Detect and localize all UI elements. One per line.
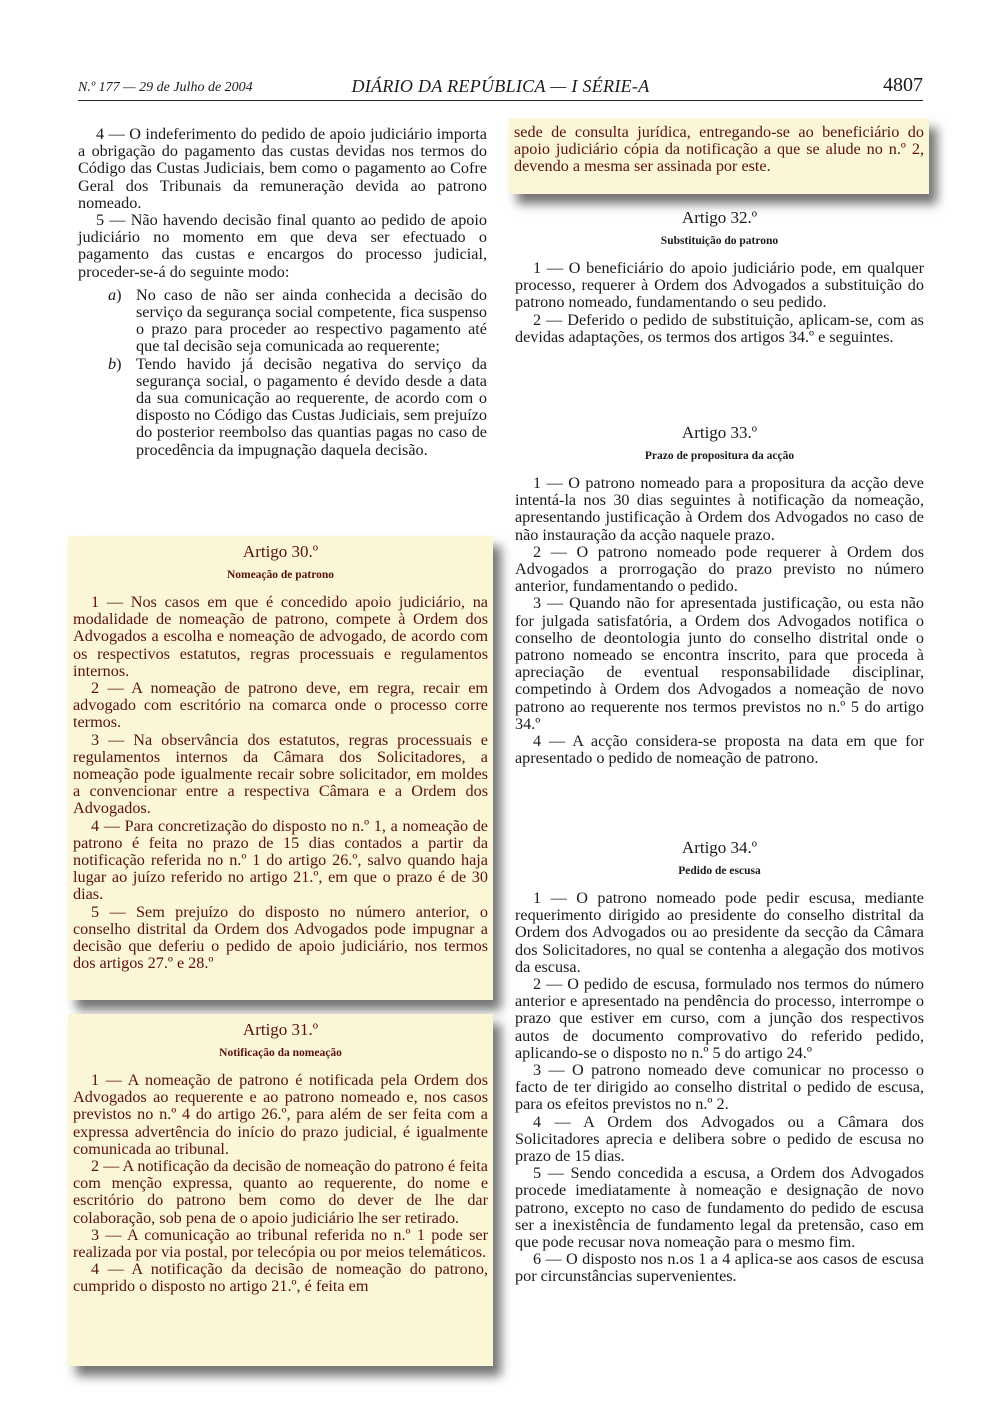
left-column-intro xyxy=(78,126,487,459)
paragraph: 4 — A Ordem dos Advogados ou a Câmara dos Solicitadores aprecia e delibera sobre o pedido de escusa no prazo de 15 dias. xyxy=(515,1112,924,1166)
paragraph: 4 — A notificação da decisão de nomeação do patrono, cumprido o disposto no artigo 21.º, é feita em xyxy=(73,1260,488,1296)
paragraph: 3 — O patrono nomeado deve comunicar no processo o facto de ter dirigido ao conselho distrital o pedido de escusa, para os efeitos previstos no n.º 2. xyxy=(515,1061,924,1114)
publication-title: DIÁRIO DA REPÚBLICA — I SÉRIE-A xyxy=(351,76,650,96)
paragraph: 4 — Para concretização do disposto no n.º 1, a nomeação de patrono é feita no prazo de 15 dias contados a partir da notificação referida no n.º 1 do artigo 26.º, salvo quando haja lugar ao juízo referido no artigo 21.º, em que o prazo é de 30 dias. xyxy=(73,816,488,904)
list-item: a) No caso de não ser ainda conhecida a decisão do serviço da segurança social competente, fica suspenso o prazo para proceder ao respectivo pagamento até que tal decisão seja comunicada ao requerente; xyxy=(108,285,487,356)
paragraph: 2 — A nomeação de patrono deve, em regra, recair em advogado com escritório na comarca onde o processo corre termos. xyxy=(73,679,488,732)
list-item-text: Tendo havido já decisão negativa do serviço da segurança social, o pagamento é devido desde a data da sua comunicação ao requerente, de acordo com o disposto no Código das Custas Judiciais, sem prejuízo do posterior reembolso das quantias pagas no caso de procedência da impugnação daquela decisão. xyxy=(136,354,487,459)
paragraph: 1 — O beneficiário do apoio judiciário pode, em qualquer processo, requerer à Ordem dos Advogados a substituição do patrono nomeado, fundamentando o seu pedido. xyxy=(515,259,924,312)
paragraph: 1 — O patrono nomeado para a propositura da acção deve intentá-la nos 30 dias seguintes à notificação da nomeação, apresentando justificação à Ordem dos Advogados no caso de não instauração da acção naquele prazo. xyxy=(515,474,924,544)
article-title: Artigo 34.º xyxy=(681,838,758,857)
paragraph: 5 — Sem prejuízo do disposto no número anterior, o conselho distrital da Ordem dos Advogados pode impugnar a decisão que deferiu o pedido de apoio judiciário, nos termos dos artigos 27.º e 28.º xyxy=(73,902,488,973)
page-header xyxy=(78,74,923,101)
article-title: Artigo 32.º xyxy=(681,208,758,227)
paragraph: 3 — Quando não for apresentada justificação, ou esta não for julgada satisfatória, a Ordem dos Advogados notifica o conselho de deontologia junto do conselho distrital onde o patrono nomeado se encontra inscrito, para que proceda à apreciação de eventual responsabilidade disciplinar, competindo à Ordem dos Advogados a nomeação de novo patrono ao requerente nos termos previstos no n.º 5 do artigo 34.º xyxy=(515,594,924,733)
paragraph: 5 — Sendo concedida a escusa, a Ordem dos Advogados procede imediatamente à nomeação e designação de novo patrono, excepto no caso de fundamento do pedido de escusa ser a inexistência de fundamento legal da pretensão, caso em que pode recusar nova nomeação para o mesmo fim. xyxy=(515,1164,924,1252)
paragraph: 6 — O disposto nos n.os 1 a 4 aplica-se aos casos de escusa por circunstâncias supervenientes. xyxy=(515,1250,924,1286)
article-subtitle: Prazo de propositura da acção xyxy=(644,450,795,462)
paragraph: 2 — O pedido de escusa, formulado nos termos do número anterior e apresentado na pendência do processo, interrompe o prazo que estiver em curso, com a junção dos respectivos autos de documento comprovativo do referido pedido, aplicando-se o disposto no n.º 5 do artigo 24.º xyxy=(515,975,924,1062)
paragraph: 1 — A nomeação de patrono é notificada pela Ordem dos Advogados ao requerente e ao patrono nomeado e, nos casos previstos no n.º 4 do artigo 26.º, para além de ser feita com a expressa advertência do início do prazo judicial, é igualmente comunicada ao tribunal. xyxy=(73,1071,488,1158)
list-item-text: No caso de não ser ainda conhecida a decisão do serviço da segurança social competente, fica suspenso o prazo para proceder ao respectivo pagamento até que tal decisão seja comunicada ao requerente; xyxy=(136,285,487,356)
article-32 xyxy=(515,208,924,346)
highlight-box-art30 xyxy=(68,536,493,1000)
highlight-box-art31 xyxy=(68,1014,493,1366)
paragraph: 2 — Deferido o pedido de substituição, aplicam-se, com as devidas adaptações, os termos dos artigos 34.º e seguintes. xyxy=(515,310,924,346)
highlight-box-art31-continuation xyxy=(509,118,929,194)
article-34 xyxy=(515,838,924,1286)
article-33 xyxy=(515,423,924,767)
paragraph: 2 — O patrono nomeado pode requerer à Ordem dos Advogados a prorrogação do prazo previsto no número anterior, fundamentando o pedido. xyxy=(515,542,924,596)
article-title: Artigo 30.º xyxy=(242,542,319,561)
paragraph: 4 — O indeferimento do pedido de apoio judiciário importa a obrigação do pagamento das custas devidas nos termos do Código das Custas Judiciais, bem como o pagamento ao Cofre Geral dos Tribunais da remuneração devida ao patrono nomeado. xyxy=(78,125,487,212)
issue-date: N.º 177 — 29 de Julho de 2004 xyxy=(78,80,253,95)
article-subtitle: Notificação da nomeação xyxy=(219,1047,342,1059)
article-title: Artigo 33.º xyxy=(681,423,758,442)
paragraph: 2 — A notificação da decisão de nomeação do patrono é feita com menção expressa, quanto ao requerente, do nome e escritório do patrono bem como do dever de lhe dar colaboração, sob pena de o apoio judiciário lhe ser retirado. xyxy=(73,1157,488,1227)
paragraph: 3 — Na observância dos estatutos, regras processuais e regulamentos internos da Câmara dos Solicitadores, a nomeação pode igualmente recair sobre solicitador, em moldes a convencionar entre a respectiva Câmara e a Ordem dos Advogados. xyxy=(73,730,488,818)
item-label: a xyxy=(108,285,117,304)
article-subtitle: Substituição do patrono xyxy=(660,235,779,247)
article-title: Artigo 31.º xyxy=(242,1020,319,1039)
article-subtitle: Pedido de escusa xyxy=(678,865,761,877)
paragraph: sede de consulta jurídica, entregando-se ao beneficiário do apoio judiciário cópia da notificação a que se alude no n.º 2, devendo a mesma ser assinada por este. xyxy=(514,123,924,176)
item-label: b xyxy=(108,354,117,373)
article-subtitle: Nomeação de patrono xyxy=(226,569,335,581)
paragraph: 1 — Nos casos em que é concedido apoio judiciário, na modalidade de nomeação de patrono, compete à Ordem dos Advogados a escolha e nomeação de advogado, de acordo com os respectivos estatutos, regras processuais e regulamentos internos. xyxy=(73,593,488,680)
list-item: b) Tendo havido já decisão negativa do serviço da segurança social, o pagamento é devido desde a data da sua comunicação ao requerente, de acordo com o disposto no Código das Custas Judiciais, sem prejuízo do posterior reembolso das quantias pagas no caso de procedência da impugnação daquela decisão. xyxy=(108,354,487,459)
paragraph: 3 — A comunicação ao tribunal referida no n.º 1 pode ser realizada por via postal, por telecópia ou por meios telemáticos. xyxy=(73,1225,488,1262)
page-number: 4807 xyxy=(883,74,923,96)
paragraph: 1 — O patrono nomeado pode pedir escusa, mediante requerimento dirigido ao presidente do conselho distrital da Ordem dos Advogados ou ao presidente da secção da Câmara dos Solicitadores, no qual se contenha a alegação dos motivos da escusa. xyxy=(515,889,924,976)
paragraph: 5 — Não havendo decisão final quanto ao pedido de apoio judiciário no momento em que deva ser efectuado o pagamento das custas e encargos do processo judicial, proceder-se-á do seguinte modo: xyxy=(78,211,487,281)
paragraph: 4 — A acção considera-se proposta na data em que for apresentado o pedido de nomeação de patrono. xyxy=(515,732,924,768)
